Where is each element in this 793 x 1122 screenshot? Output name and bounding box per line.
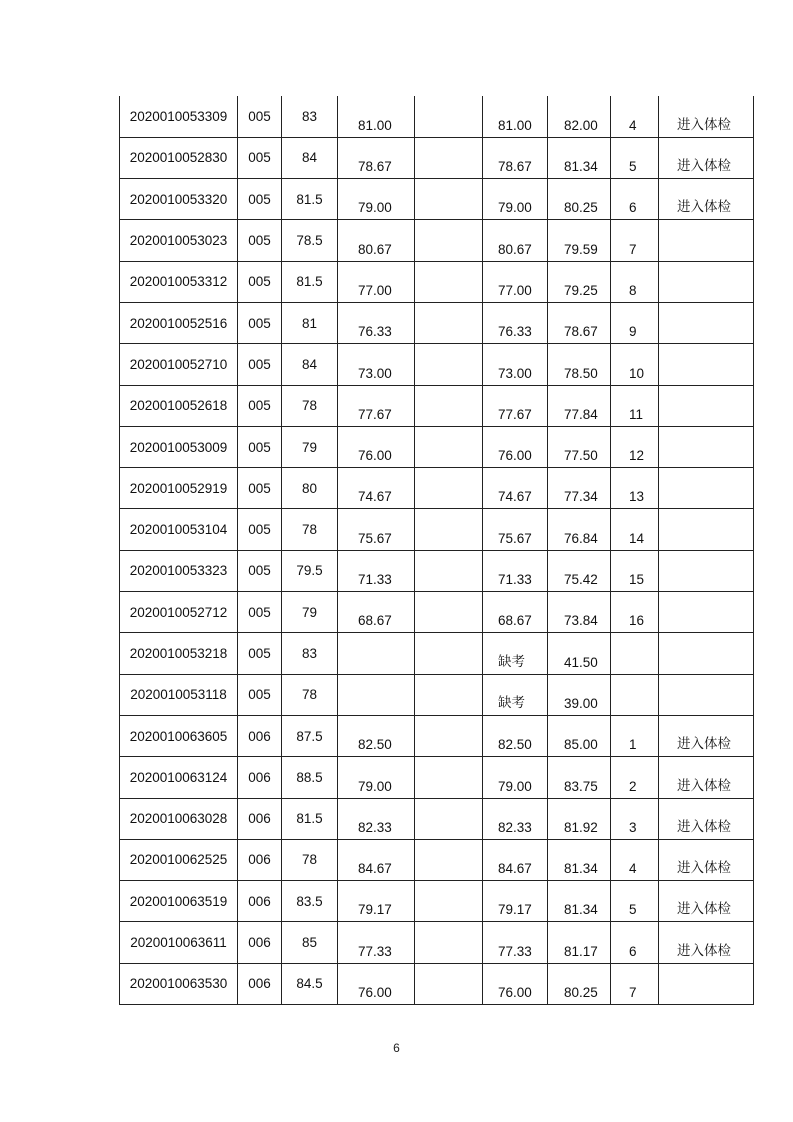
position-code-cell: 005 xyxy=(238,302,282,343)
interview-score-cell: 79.00 xyxy=(338,757,415,798)
rank-cell: 2 xyxy=(611,757,659,798)
interview-score-cell: 76.33 xyxy=(338,302,415,343)
remark-cell xyxy=(659,344,754,385)
interview-score-cell: 79.00 xyxy=(338,179,415,220)
scores-table-body xyxy=(120,96,754,1005)
blank-cell xyxy=(415,674,483,715)
table-row xyxy=(120,344,754,385)
rank-cell: 16 xyxy=(611,592,659,633)
remark-cell: 进入体检 xyxy=(659,839,754,880)
candidate-id-cell: 2020010063519 xyxy=(120,881,238,922)
remark-cell xyxy=(659,509,754,550)
total-score-cell: 78.50 xyxy=(548,344,611,385)
blank-cell xyxy=(415,302,483,343)
written-score-cell: 79 xyxy=(282,592,338,633)
final-interview-cell: 76.00 xyxy=(483,963,548,1004)
interview-score-cell: 82.33 xyxy=(338,798,415,839)
total-score-cell: 77.34 xyxy=(548,468,611,509)
remark-cell: 进入体检 xyxy=(659,798,754,839)
position-code-cell: 005 xyxy=(238,550,282,591)
remark-cell: 进入体检 xyxy=(659,96,754,137)
final-interview-cell: 81.00 xyxy=(483,96,548,137)
interview-score-cell xyxy=(338,674,415,715)
rank-cell xyxy=(611,633,659,674)
candidate-id-cell: 2020010053323 xyxy=(120,550,238,591)
table-row xyxy=(120,137,754,178)
remark-cell xyxy=(659,550,754,591)
page-number: 6 xyxy=(393,1041,400,1055)
table-row xyxy=(120,715,754,756)
position-code-cell: 005 xyxy=(238,220,282,261)
position-code-cell: 006 xyxy=(238,757,282,798)
rank-cell xyxy=(611,674,659,715)
blank-cell xyxy=(415,96,483,137)
candidate-id-cell: 2020010052516 xyxy=(120,302,238,343)
total-score-cell: 81.34 xyxy=(548,881,611,922)
total-score-cell: 83.75 xyxy=(548,757,611,798)
remark-cell xyxy=(659,468,754,509)
position-code-cell: 006 xyxy=(238,715,282,756)
table-row xyxy=(120,385,754,426)
table-row xyxy=(120,509,754,550)
table-row xyxy=(120,592,754,633)
written-score-cell: 79.5 xyxy=(282,550,338,591)
remark-cell xyxy=(659,963,754,1004)
position-code-cell: 005 xyxy=(238,509,282,550)
final-interview-cell: 79.00 xyxy=(483,757,548,798)
blank-cell xyxy=(415,881,483,922)
written-score-cell: 81.5 xyxy=(282,179,338,220)
final-interview-cell: 77.67 xyxy=(483,385,548,426)
final-interview-cell: 71.33 xyxy=(483,550,548,591)
total-score-cell: 75.42 xyxy=(548,550,611,591)
remark-cell xyxy=(659,592,754,633)
blank-cell xyxy=(415,385,483,426)
written-score-cell: 83 xyxy=(282,633,338,674)
remark-cell: 进入体检 xyxy=(659,922,754,963)
rank-cell: 7 xyxy=(611,220,659,261)
table-row xyxy=(120,550,754,591)
position-code-cell: 006 xyxy=(238,798,282,839)
candidate-id-cell: 2020010063611 xyxy=(120,922,238,963)
position-code-cell: 005 xyxy=(238,179,282,220)
candidate-id-cell: 2020010053218 xyxy=(120,633,238,674)
scores-table xyxy=(119,96,754,1005)
written-score-cell: 84.5 xyxy=(282,963,338,1004)
candidate-id-cell: 2020010062525 xyxy=(120,839,238,880)
candidate-id-cell: 2020010053312 xyxy=(120,261,238,302)
interview-score-cell: 79.17 xyxy=(338,881,415,922)
final-interview-cell: 73.00 xyxy=(483,344,548,385)
interview-score-cell xyxy=(338,633,415,674)
total-score-cell: 76.84 xyxy=(548,509,611,550)
position-code-cell: 006 xyxy=(238,922,282,963)
written-score-cell: 84 xyxy=(282,137,338,178)
written-score-cell: 78 xyxy=(282,385,338,426)
blank-cell xyxy=(415,715,483,756)
total-score-cell: 39.00 xyxy=(548,674,611,715)
rank-cell: 12 xyxy=(611,426,659,467)
blank-cell xyxy=(415,757,483,798)
position-code-cell: 006 xyxy=(238,963,282,1004)
position-code-cell: 006 xyxy=(238,881,282,922)
total-score-cell: 80.25 xyxy=(548,179,611,220)
remark-cell xyxy=(659,385,754,426)
blank-cell xyxy=(415,963,483,1004)
written-score-cell: 85 xyxy=(282,922,338,963)
candidate-id-cell: 2020010052712 xyxy=(120,592,238,633)
interview-score-cell: 77.33 xyxy=(338,922,415,963)
table-row xyxy=(120,468,754,509)
final-interview-cell: 74.67 xyxy=(483,468,548,509)
table-row xyxy=(120,963,754,1004)
total-score-cell: 41.50 xyxy=(548,633,611,674)
candidate-id-cell: 2020010053023 xyxy=(120,220,238,261)
written-score-cell: 78 xyxy=(282,509,338,550)
total-score-cell: 81.92 xyxy=(548,798,611,839)
total-score-cell: 81.34 xyxy=(548,839,611,880)
blank-cell xyxy=(415,509,483,550)
rank-cell: 4 xyxy=(611,96,659,137)
position-code-cell: 006 xyxy=(238,839,282,880)
remark-cell xyxy=(659,261,754,302)
table-row xyxy=(120,757,754,798)
blank-cell xyxy=(415,550,483,591)
remark-cell xyxy=(659,633,754,674)
final-interview-cell: 79.17 xyxy=(483,881,548,922)
candidate-id-cell: 2020010053104 xyxy=(120,509,238,550)
written-score-cell: 87.5 xyxy=(282,715,338,756)
rank-cell: 13 xyxy=(611,468,659,509)
candidate-id-cell: 2020010063605 xyxy=(120,715,238,756)
remark-cell xyxy=(659,674,754,715)
rank-cell: 6 xyxy=(611,179,659,220)
rank-cell: 10 xyxy=(611,344,659,385)
table-row xyxy=(120,839,754,880)
total-score-cell: 77.50 xyxy=(548,426,611,467)
candidate-id-cell: 2020010063028 xyxy=(120,798,238,839)
rank-cell: 14 xyxy=(611,509,659,550)
final-interview-cell: 68.67 xyxy=(483,592,548,633)
final-interview-cell: 80.67 xyxy=(483,220,548,261)
table-row xyxy=(120,220,754,261)
interview-score-cell: 81.00 xyxy=(338,96,415,137)
total-score-cell: 79.25 xyxy=(548,261,611,302)
remark-cell: 进入体检 xyxy=(659,179,754,220)
candidate-id-cell: 2020010053320 xyxy=(120,179,238,220)
total-score-cell: 77.84 xyxy=(548,385,611,426)
blank-cell xyxy=(415,426,483,467)
remark-cell: 进入体检 xyxy=(659,715,754,756)
written-score-cell: 80 xyxy=(282,468,338,509)
blank-cell xyxy=(415,179,483,220)
final-interview-cell: 82.33 xyxy=(483,798,548,839)
interview-score-cell: 75.67 xyxy=(338,509,415,550)
interview-score-cell: 78.67 xyxy=(338,137,415,178)
total-score-cell: 78.67 xyxy=(548,302,611,343)
final-interview-cell: 84.67 xyxy=(483,839,548,880)
candidate-id-cell: 2020010052830 xyxy=(120,137,238,178)
interview-score-cell: 68.67 xyxy=(338,592,415,633)
total-score-cell: 82.00 xyxy=(548,96,611,137)
interview-score-cell: 74.67 xyxy=(338,468,415,509)
total-score-cell: 81.17 xyxy=(548,922,611,963)
table-row xyxy=(120,674,754,715)
candidate-id-cell: 2020010052710 xyxy=(120,344,238,385)
rank-cell: 6 xyxy=(611,922,659,963)
position-code-cell: 005 xyxy=(238,468,282,509)
remark-cell xyxy=(659,426,754,467)
final-interview-cell: 缺考 xyxy=(483,633,548,674)
interview-score-cell: 76.00 xyxy=(338,963,415,1004)
table-row xyxy=(120,922,754,963)
position-code-cell: 005 xyxy=(238,344,282,385)
table-row xyxy=(120,798,754,839)
remark-cell: 进入体检 xyxy=(659,881,754,922)
blank-cell xyxy=(415,261,483,302)
blank-cell xyxy=(415,798,483,839)
interview-score-cell: 84.67 xyxy=(338,839,415,880)
written-score-cell: 83.5 xyxy=(282,881,338,922)
total-score-cell: 79.59 xyxy=(548,220,611,261)
table-row xyxy=(120,179,754,220)
rank-cell: 1 xyxy=(611,715,659,756)
candidate-id-cell: 2020010052618 xyxy=(120,385,238,426)
rank-cell: 15 xyxy=(611,550,659,591)
table-row xyxy=(120,633,754,674)
interview-score-cell: 71.33 xyxy=(338,550,415,591)
blank-cell xyxy=(415,344,483,385)
rank-cell: 8 xyxy=(611,261,659,302)
final-interview-cell: 77.33 xyxy=(483,922,548,963)
interview-score-cell: 73.00 xyxy=(338,344,415,385)
table-row xyxy=(120,426,754,467)
final-interview-cell: 75.67 xyxy=(483,509,548,550)
final-interview-cell: 77.00 xyxy=(483,261,548,302)
written-score-cell: 81.5 xyxy=(282,798,338,839)
candidate-id-cell: 2020010053118 xyxy=(120,674,238,715)
written-score-cell: 81.5 xyxy=(282,261,338,302)
final-interview-cell: 79.00 xyxy=(483,179,548,220)
blank-cell xyxy=(415,137,483,178)
table-row xyxy=(120,881,754,922)
interview-score-cell: 82.50 xyxy=(338,715,415,756)
candidate-id-cell: 2020010053009 xyxy=(120,426,238,467)
rank-cell: 7 xyxy=(611,963,659,1004)
blank-cell xyxy=(415,922,483,963)
blank-cell xyxy=(415,468,483,509)
position-code-cell: 005 xyxy=(238,674,282,715)
written-score-cell: 88.5 xyxy=(282,757,338,798)
final-interview-cell: 缺考 xyxy=(483,674,548,715)
blank-cell xyxy=(415,633,483,674)
blank-cell xyxy=(415,839,483,880)
position-code-cell: 005 xyxy=(238,592,282,633)
rank-cell: 9 xyxy=(611,302,659,343)
final-interview-cell: 82.50 xyxy=(483,715,548,756)
position-code-cell: 005 xyxy=(238,261,282,302)
rank-cell: 5 xyxy=(611,137,659,178)
final-interview-cell: 78.67 xyxy=(483,137,548,178)
written-score-cell: 78.5 xyxy=(282,220,338,261)
written-score-cell: 79 xyxy=(282,426,338,467)
interview-score-cell: 80.67 xyxy=(338,220,415,261)
position-code-cell: 005 xyxy=(238,426,282,467)
candidate-id-cell: 2020010053309 xyxy=(120,96,238,137)
rank-cell: 5 xyxy=(611,881,659,922)
remark-cell xyxy=(659,220,754,261)
written-score-cell: 84 xyxy=(282,344,338,385)
total-score-cell: 73.84 xyxy=(548,592,611,633)
interview-score-cell: 76.00 xyxy=(338,426,415,467)
position-code-cell: 005 xyxy=(238,633,282,674)
total-score-cell: 85.00 xyxy=(548,715,611,756)
written-score-cell: 78 xyxy=(282,674,338,715)
table-row xyxy=(120,302,754,343)
interview-score-cell: 77.67 xyxy=(338,385,415,426)
rank-cell: 4 xyxy=(611,839,659,880)
remark-cell: 进入体检 xyxy=(659,757,754,798)
position-code-cell: 005 xyxy=(238,96,282,137)
rank-cell: 11 xyxy=(611,385,659,426)
candidate-id-cell: 2020010052919 xyxy=(120,468,238,509)
total-score-cell: 80.25 xyxy=(548,963,611,1004)
position-code-cell: 005 xyxy=(238,137,282,178)
written-score-cell: 81 xyxy=(282,302,338,343)
final-interview-cell: 76.33 xyxy=(483,302,548,343)
blank-cell xyxy=(415,592,483,633)
written-score-cell: 83 xyxy=(282,96,338,137)
blank-cell xyxy=(415,220,483,261)
rank-cell: 3 xyxy=(611,798,659,839)
table-row xyxy=(120,261,754,302)
interview-score-cell: 77.00 xyxy=(338,261,415,302)
total-score-cell: 81.34 xyxy=(548,137,611,178)
candidate-id-cell: 2020010063124 xyxy=(120,757,238,798)
table-row xyxy=(120,96,754,137)
remark-cell: 进入体检 xyxy=(659,137,754,178)
candidate-id-cell: 2020010063530 xyxy=(120,963,238,1004)
written-score-cell: 78 xyxy=(282,839,338,880)
position-code-cell: 005 xyxy=(238,385,282,426)
remark-cell xyxy=(659,302,754,343)
final-interview-cell: 76.00 xyxy=(483,426,548,467)
